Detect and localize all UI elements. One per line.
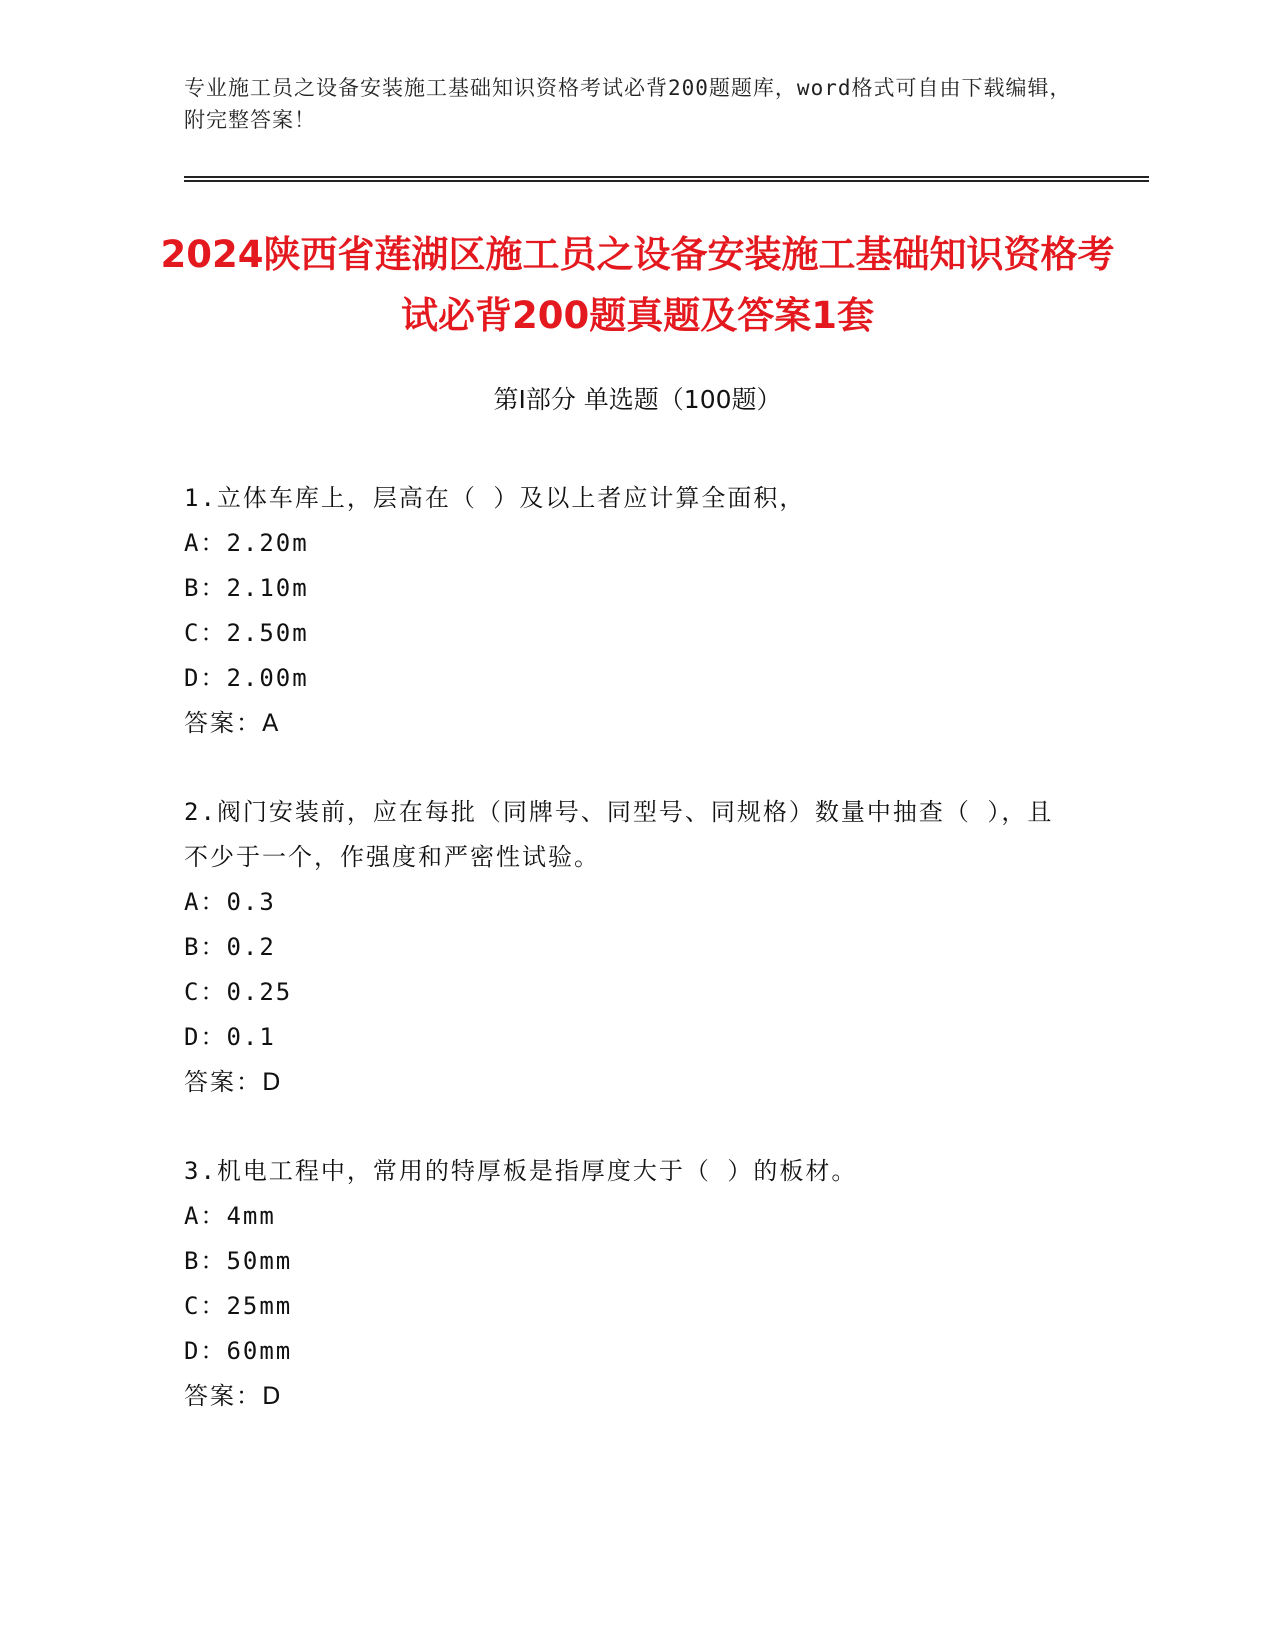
option-a: A：2.20m: [184, 529, 309, 557]
question-text: 3.机电工程中，常用的特厚板是指厚度大于（ ）的板材。: [184, 1157, 858, 1185]
option-c: C：2.50m: [184, 619, 309, 647]
option-b: B：50mm: [184, 1247, 293, 1275]
question-list: [184, 476, 1064, 1463]
question-text: 1.立体车库上，层高在（ ）及以上者应计算全面积，: [184, 484, 806, 512]
option-a: A：4mm: [184, 1202, 276, 1230]
answer-line: 答案：A: [184, 709, 281, 737]
option-b: B：2.10m: [184, 574, 309, 602]
question-3: [184, 1149, 1064, 1419]
question-text: 2.阀门安装前，应在每批（同牌号、同型号、同规格）数量中抽查（ ），且不少于一个，作强度和严密性试验。: [184, 798, 1054, 871]
option-c: C：25mm: [184, 1292, 293, 1320]
document-title: 2024陕西省莲湖区施工员之设备安装施工基础知识资格考试必背200题真题及答案1套: [160, 233, 1115, 337]
answer-line: 答案：D: [184, 1382, 283, 1410]
question-2: [184, 790, 1064, 1105]
section-title: 第Ⅰ部分 单选题（100题）: [493, 385, 782, 414]
option-b: B：0.2: [184, 933, 276, 961]
option-c: C：0.25: [184, 978, 293, 1006]
header-divider: [184, 176, 1149, 182]
option-d: D：2.00m: [184, 664, 309, 692]
option-d: D：0.1: [184, 1023, 276, 1051]
answer-line: 答案：D: [184, 1068, 283, 1096]
option-d: D：60mm: [184, 1337, 293, 1365]
question-1: [184, 476, 1064, 746]
header-note: 专业施工员之设备安装施工基础知识资格考试必背200题题库，word格式可自由下载编辑，附完整答案！: [184, 76, 1072, 132]
option-a: A：0.3: [184, 888, 276, 916]
